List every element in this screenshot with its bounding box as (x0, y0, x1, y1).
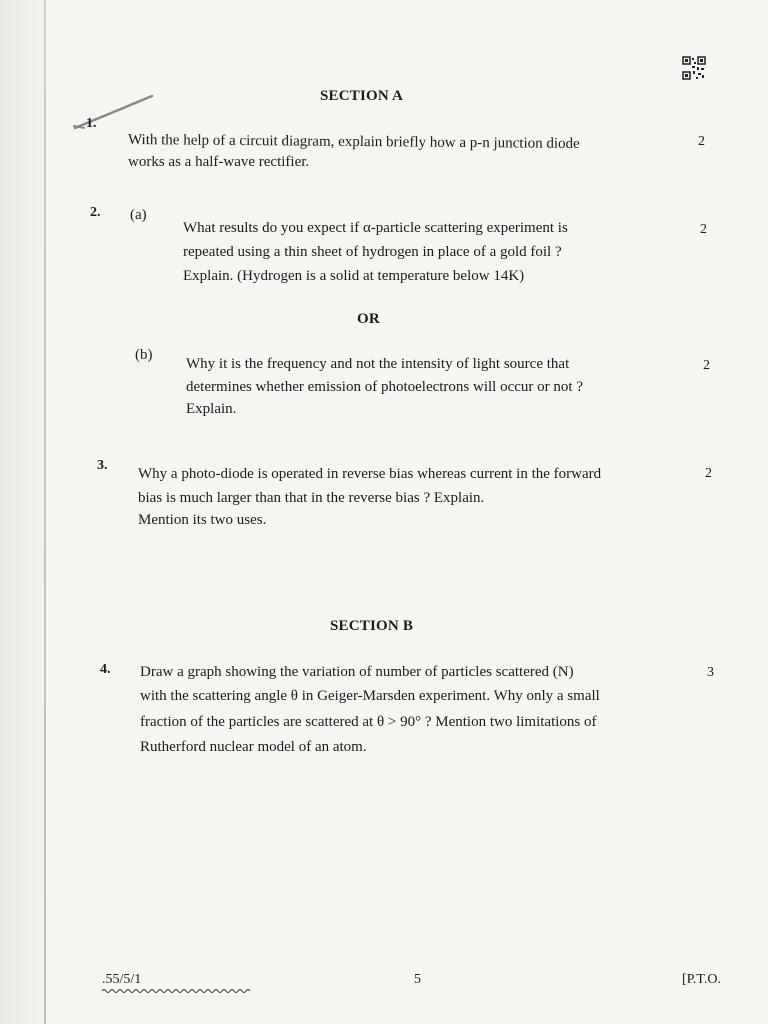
section-b-heading: SECTION B (330, 618, 414, 634)
section-a-heading: SECTION A (320, 88, 404, 104)
question-3-number: 3. (97, 458, 108, 473)
question-2b-marks: 2 (703, 358, 710, 373)
question-1-line-2: works as a half-wave rectifier. (128, 154, 310, 170)
question-2a-line-2: repeated using a thin sheet of hydrogen in place of a gold foil ? (183, 244, 562, 260)
page-shadow (0, 0, 44, 1024)
page-edge (44, 0, 46, 1024)
question-2b-line-2: determines whether emission of photoelectrons will occur or not ? (186, 379, 583, 395)
question-2-number: 2. (90, 205, 101, 220)
question-1-line-1: With the help of a circuit diagram, explain briefly how a p-n junction diode (127, 132, 580, 152)
question-3-line-2: bias is much larger than that in the reverse bias ? Explain. (138, 490, 485, 506)
question-2a-line-3: Explain. (Hydrogen is a solid at temperature below 14K) (183, 268, 525, 284)
question-2a-label: (a) (130, 207, 147, 223)
question-1-number: 1. (86, 116, 97, 131)
question-2a-line-1: What results do you expect if α-particle scattering experiment is (183, 220, 568, 236)
question-2b-line-1: Why it is the frequency and not the intensity of light source that (186, 356, 570, 372)
pencil-mark (70, 92, 160, 132)
question-4-marks: 3 (707, 665, 714, 680)
question-4-line-3: fraction of the particles are scattered at θ > 90° ? Mention two limitations of (140, 714, 597, 730)
question-1-marks: 2 (698, 134, 705, 149)
question-2a-marks: 2 (700, 222, 707, 237)
question-2b-line-3: Explain. (186, 401, 237, 417)
page-number: 5 (414, 972, 421, 987)
question-3-line-3: Mention its two uses. (138, 512, 267, 528)
question-4-line-1: Draw a graph showing the variation of number of particles scattered (N) (140, 664, 574, 680)
question-4-number: 4. (100, 662, 111, 677)
or-divider: OR (357, 311, 380, 327)
paper-code: .55/5/1 (102, 972, 142, 987)
question-4-line-2: with the scattering angle θ in Geiger-Marsden experiment. Why only a small (140, 688, 600, 704)
paper-code-underline (102, 988, 250, 994)
question-3-line-1: Why a photo-diode is operated in reverse bias whereas current in the forward (138, 466, 602, 482)
pto-label: [P.T.O. (682, 972, 722, 987)
qr-code-icon (682, 56, 706, 80)
question-2b-label: (b) (135, 347, 153, 363)
question-4-line-4: Rutherford nuclear model of an atom. (140, 739, 367, 755)
question-3-marks: 2 (705, 466, 712, 481)
